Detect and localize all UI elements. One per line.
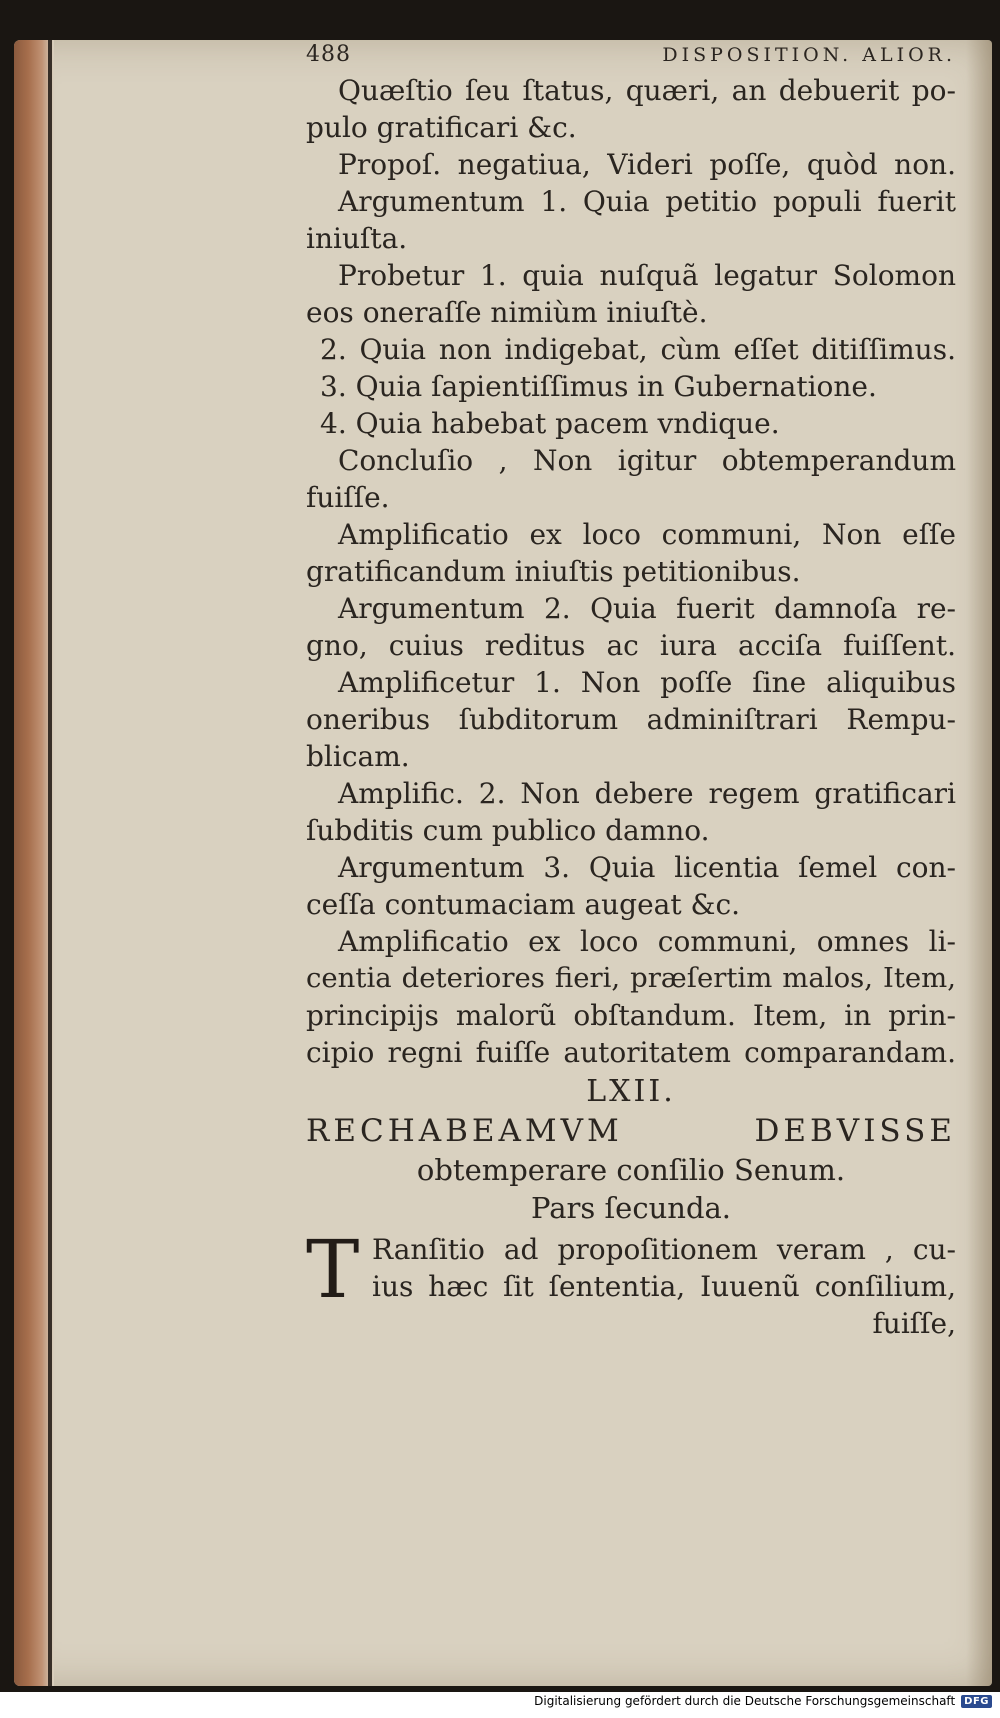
text-line: eos oneraſſe nimiùm iniuſtè. — [306, 296, 708, 329]
text-line: Quæſtio ſeu ſtatus, quæri, an debuerit po- — [338, 74, 956, 107]
text-line: Argumentum 1. Quia petitio populi fuerit — [338, 185, 956, 218]
text-line: Amplificetur 1. Non poſſe ſine aliquibus — [338, 666, 956, 699]
drop-cap-initial: T — [306, 1223, 360, 1316]
text-line: Amplificatio ex loco communi, Non eſſe — [338, 518, 956, 551]
text-line: ceſſa contumaciam augeat &c. — [306, 888, 741, 921]
running-header — [306, 38, 956, 72]
text-line: Concluſio , Non igitur obtemperandum — [338, 444, 956, 477]
text-line: Propoſ. negatiua, Videri poſſe, quòd non. — [338, 148, 956, 181]
text-line: pulo gratificari &c. — [306, 111, 577, 144]
page-fore-edge — [966, 40, 992, 1686]
text-line: gratificandum iniuſtis petitionibus. — [306, 555, 801, 588]
text-line: blicam. — [306, 740, 410, 773]
text-line: Amplific. 2. Non debere regem gratificari — [338, 777, 956, 810]
page-gutter-line — [48, 40, 52, 1686]
text-line: ius hæc ſit ſententia, Iuuenũ conſilium, — [372, 1270, 956, 1303]
text-line: gno, cuius reditus ac iura acciſa fuiſſent. — [306, 629, 956, 662]
text-line: Probetur 1. quia nuſquã legatur Solomon — [338, 259, 956, 292]
chapter-title: RECHABEAMVM DEBVISSE — [306, 1113, 956, 1149]
text-line: centia deteriores fieri, præſertim malos, Item, — [306, 962, 956, 994]
text-line: 3. Quia ſapientiſſimus in Gubernatione. — [320, 370, 877, 403]
running-title: DISPOSITION. ALIOR. — [662, 44, 956, 66]
text-line: 2. Quia non indigebat, cùm eſſet ditiſſimus. — [320, 333, 956, 366]
text-line: ſubditis cum publico damno. — [306, 814, 710, 847]
text-line: principijs malorũ obſtandum. Item, in prin- — [306, 999, 956, 1032]
digitization-credit — [534, 1694, 992, 1708]
text-line: Ranſitio ad propoſitionem veram , cu- — [372, 1233, 956, 1266]
chapter-number: LXII. — [586, 1074, 676, 1109]
page-number: 488 — [306, 42, 351, 67]
chapter-title-continued: obtemperare conſilio Senum. — [416, 1153, 846, 1187]
catchword: fuiſſe, — [872, 1307, 956, 1340]
dropcap-paragraph — [306, 1223, 956, 1342]
text-line: 4. Quia habebat pacem vndique. — [320, 407, 780, 440]
dfg-logo: DFG — [961, 1695, 992, 1708]
text-line: Argumentum 3. Quia licentia ſemel con- — [338, 851, 956, 884]
text-line: Argumentum 2. Quia fuerit damnoſa re- — [338, 592, 956, 625]
text-line: fuiſſe. — [306, 481, 390, 514]
text-line: oneribus ſubditorum adminiſtrari Rempu- — [306, 703, 956, 736]
credit-text: Digitalisierung gefördert durch die Deutsche Forschungsgemeinschaft — [534, 1694, 956, 1708]
text-line: iniuſta. — [306, 222, 408, 255]
text-line: Amplificatio ex loco communi, omnes li- — [338, 925, 956, 958]
chapter-subtitle: Pars ſecunda. — [530, 1191, 732, 1225]
text-line: cipio regni fuiſſe autoritatem comparandam. — [306, 1036, 956, 1069]
text-block — [306, 38, 956, 1342]
